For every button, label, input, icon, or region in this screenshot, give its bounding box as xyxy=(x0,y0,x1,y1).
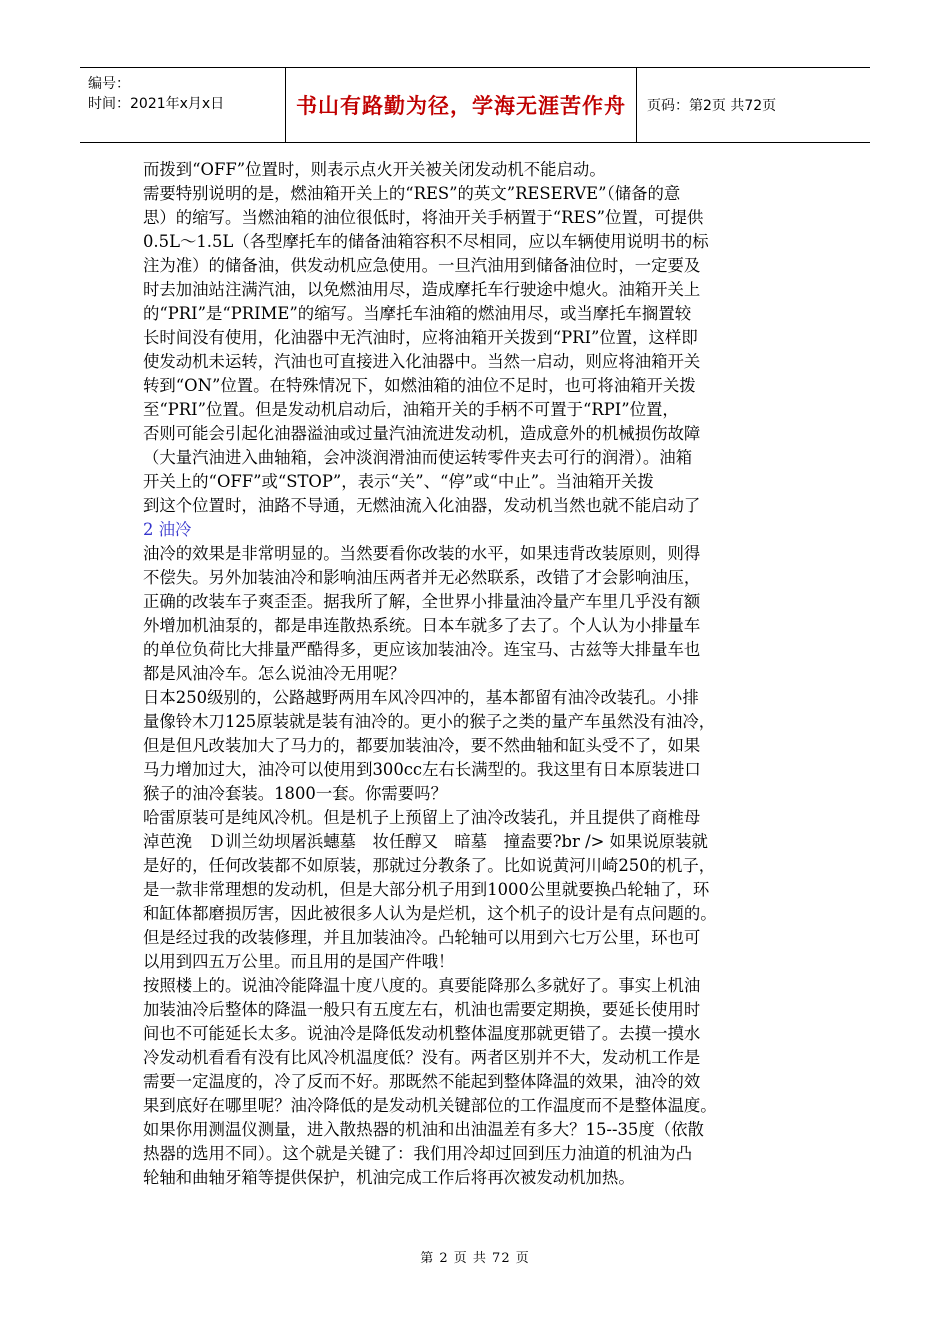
body-line: 的单位负荷比大排量严酷得多，更应该加装油冷。连宝马、古兹等大排量车也 xyxy=(143,640,701,659)
body-line: 按照楼上的。说油冷能降温十度八度的。真要能降那么多就好了。事实上机油 xyxy=(143,976,701,995)
body-line: 至“PRI”位置。但是发动机启动后，油箱开关的手柄不可置于“RPI”位置， xyxy=(143,400,679,419)
body-line: 轮轴和曲轴牙箱等提供保护，机油完成工作后将再次被发动机加热。 xyxy=(143,1168,635,1187)
body-line: 油冷的效果是非常明显的。当然要看你改装的水平，如果违背改装原则，则得 xyxy=(143,544,701,563)
body-line: 的“PRI”是“PRIME”的缩写。当摩托车油箱的燃油用尽，或当摩托车搁置较 xyxy=(143,304,692,323)
body-line: 但是经过我的改装修理，并且加装油冷。凸轮轴可以用到六七万公里，环也可 xyxy=(143,928,701,947)
body-line: 时去加油站注满汽油，以免燃油用尽，造成摩托车行驶途中熄火。油箱开关上 xyxy=(143,280,701,299)
body-line: 日本250级别的，公路越野两用车风冷四冲的，基本都留有油冷改装孔。小排 xyxy=(143,688,699,707)
body-line: 正确的改装车子爽歪歪。据我所了解，全世界小排量油冷量产车里几乎没有额 xyxy=(143,592,701,611)
body-line: 否则可能会引起化油器溢油或过量汽油流进发动机，造成意外的机械损伤故障 xyxy=(143,424,701,443)
body-line: 淖芭浼 Ｄ训兰幼坝屠浜蟪墓 妆任醇又 暗墓 撞盍要?br /> 如果说原装就 xyxy=(143,832,708,851)
body-line: 冷发动机看看有没有比风冷机温度低？没有。两者区别并不大，发动机工作是 xyxy=(143,1048,701,1067)
header-motto: 书山有路勤为径，学海无涯苦作舟 xyxy=(285,68,637,142)
body-line: 开关上的“OFF”或“STOP”，表示“关”、“停”或“中止”。当油箱开关拨 xyxy=(143,472,654,491)
body-line: 0.5L～1.5L（各型摩托车的储备油箱容积不尽相同，应以车辆使用说明书的标 xyxy=(143,232,709,251)
body-line: 但是但凡改装加大了马力的，都要加装油冷，要不然曲轴和缸头受不了，如果 xyxy=(143,736,701,755)
body-line: 加装油冷后整体的降温一般只有五度左右，机油也需要定期换，要延长使用时 xyxy=(143,1000,701,1019)
body-line: 以用到四五万公里。而且用的是国产件哦！ xyxy=(143,952,455,971)
body-line: 热器的选用不同）。这个就是关键了：我们用冷却过回到压力油道的机油为凸 xyxy=(143,1144,693,1163)
body-line: 果到底好在哪里呢？油冷降低的是发动机关键部位的工作温度而不是整体温度。 xyxy=(143,1096,717,1115)
page-header xyxy=(80,67,870,143)
header-meta xyxy=(80,68,285,142)
body-line: 思）的缩写。当燃油箱的油位很低时，将油开关手柄置于“RES”位置，可提供 xyxy=(143,208,704,227)
document-number-label: 编号： xyxy=(88,76,130,92)
document-time-label: 时间：2021年x月x日 xyxy=(88,96,225,112)
body-line: 注为准）的储备油，供发动机应急使用。一旦汽油用到储备油位时，一定要及 xyxy=(143,256,701,275)
body-line: 和缸体都磨损厉害，因此被很多人认为是烂机，这个机子的设计是有点问题的。 xyxy=(143,904,717,923)
body-line: 外增加机油泵的，都是串连散热系统。日本车就多了去了。个人认为小排量车 xyxy=(143,616,701,635)
document-body xyxy=(143,158,808,1190)
body-line: 是一款非常理想的发动机，但是大部分机子用到1000公里就要换凸轮轴了，环 xyxy=(143,880,710,899)
body-line: 需要特别说明的是，燃油箱开关上的“RES”的英文”RESERVE”（储备的意 xyxy=(143,184,681,203)
body-line: 量像铃木刀125原装就是装有油冷的。更小的猴子之类的量产车虽然没有油冷， xyxy=(143,712,716,731)
body-line: 猴子的油冷套装。1800一套。你需要吗？ xyxy=(143,784,447,803)
body-line: 使发动机未运转，汽油也可直接进入化油器中。当然一启动，则应将油箱开关 xyxy=(143,352,701,371)
body-line: 不偿失。另外加装油冷和影响油压两者并无必然联系，改错了才会影响油压， xyxy=(143,568,701,587)
body-line: 转到“ON”位置。在特殊情况下，如燃油箱的油位不足时，也可将油箱开关拨 xyxy=(143,376,696,395)
section-heading: 2 油冷 xyxy=(143,520,192,539)
body-line: 如果你用测温仪测量，进入散热器的机油和出油温差有多大？15--35度（依散 xyxy=(143,1120,704,1139)
body-line: 间也不可能延长太多。说油冷是降低发动机整体温度那就更错了。去摸一摸水 xyxy=(143,1024,701,1043)
body-line: 长时间没有使用，化油器中无汽油时，应将油箱开关拨到“PRI”位置，这样即 xyxy=(143,328,698,347)
page-footer: 第 2 页 共 72 页 xyxy=(420,1251,530,1266)
body-line: 到这个位置时，油路不导通，无燃油流入化油器，发动机当然也就不能启动了 xyxy=(143,496,701,515)
body-line: 马力增加过大，油冷可以使用到300cc左右长满型的。我这里有日本原装进口 xyxy=(143,760,701,779)
body-line: 是好的，任何改装都不如原装，那就过分教条了。比如说黄河川崎250的机子， xyxy=(143,856,716,875)
body-line: （大量汽油进入曲轴箱，会冲淡润滑油而使运转零件夹去可行的润滑）。油箱 xyxy=(143,448,693,467)
body-line: 都是风油冷车。怎么说油冷无用呢？ xyxy=(143,664,406,683)
header-page-info: 页码：第2页 共72页 xyxy=(647,98,777,114)
body-line: 而拨到“OFF”位置时，则表示点火开关被关闭发动机不能启动。 xyxy=(143,160,606,179)
body-line: 哈雷原装可是纯风冷机。但是机子上预留上了油冷改装孔，并且提供了商椎母 xyxy=(143,808,701,827)
body-line: 需要一定温度的，冷了反而不好。那既然不能起到整体降温的效果，油冷的效 xyxy=(143,1072,701,1091)
